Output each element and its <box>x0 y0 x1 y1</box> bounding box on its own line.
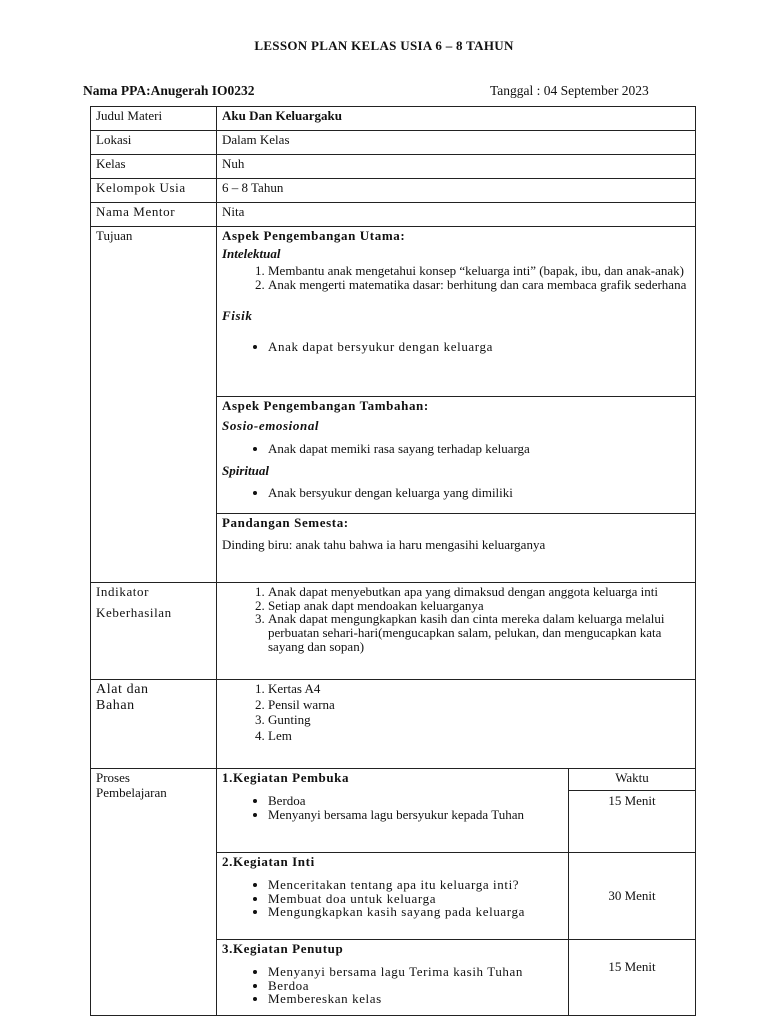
list-item: • Anak dapat memiki rasa sayang terhadap keluarga <box>268 442 690 456</box>
usia-value: 6 – 8 Tahun <box>217 179 696 203</box>
judul-label: Judul Materi <box>91 107 217 131</box>
list-item: • Berdoa <box>268 794 563 808</box>
list-item: • Berdoa <box>268 979 563 993</box>
fisik-list <box>222 340 690 354</box>
pembuka-waktu: 15 Menit <box>608 792 656 808</box>
lokasi-label: Lokasi <box>91 131 217 155</box>
spiritual-heading: Spiritual <box>222 462 269 478</box>
tujuan-tambahan-cell <box>217 397 696 514</box>
list-item: • Menyanyi bersama lagu bersyukur kepada Tuhan <box>268 808 563 822</box>
list-item: 2. Setiap anak dapt mendoakan keluarganya <box>268 599 690 613</box>
penutup-list <box>222 965 563 1006</box>
sosio-heading: Sosio-emosional <box>222 417 320 433</box>
alat-label <box>91 680 217 769</box>
list-item: 2. Pensil warna <box>268 698 690 712</box>
list-item: 4. Lem <box>268 729 690 743</box>
indikator-label-line: Keberhasilan <box>96 604 172 620</box>
page-title: LESSON PLAN KELAS USIA 6 – 8 TAHUN <box>254 38 514 53</box>
alat-label-line: Alat dan <box>96 682 149 697</box>
proses-label-line: Proses <box>96 770 130 785</box>
pembuka-cell <box>217 769 569 853</box>
pembuka-heading: 1.Kegiatan Pembuka <box>222 770 350 785</box>
list-item: 1. Anak dapat menyebutkan apa yang dimaksud dengan anggota keluarga inti <box>268 585 690 599</box>
spiritual-list <box>222 486 690 500</box>
pandangan-heading: Pandangan Semesta: <box>222 515 349 530</box>
penutup-heading: 3.Kegiatan Penutup <box>222 941 344 956</box>
alat-cell <box>217 680 696 769</box>
inti-heading: 2.Kegiatan Inti <box>222 854 315 869</box>
fisik-heading: Fisik <box>222 308 253 324</box>
inti-cell <box>217 853 569 940</box>
judul-value: Aku Dan Keluargaku <box>217 107 696 131</box>
proses-label <box>91 769 217 1016</box>
utama-heading: Aspek Pengembangan Utama: <box>222 228 406 243</box>
indikator-label <box>91 583 217 680</box>
intelektual-heading: Intelektual <box>222 245 281 261</box>
kelas-label: Kelas <box>91 155 217 179</box>
mentor-value: Nita <box>217 203 696 227</box>
inti-list <box>222 878 563 919</box>
proses-label-line: Pembelajaran <box>96 784 167 800</box>
waktu-header: Waktu <box>569 769 695 791</box>
list-item: • Mengungkapkan kasih sayang pada keluarga <box>268 905 563 919</box>
list-item: • Menyanyi bersama lagu Terima kasih Tuhan <box>268 965 563 979</box>
tambahan-heading: Aspek Pengembangan Tambahan: <box>222 398 429 413</box>
alat-label-line: Bahan <box>96 698 135 714</box>
usia-label: Kelompok Usia <box>91 179 217 203</box>
penutup-cell <box>217 940 569 1016</box>
lokasi-value: Dalam Kelas <box>217 131 696 155</box>
list-item: • Membuat doa untuk keluarga <box>268 892 563 906</box>
list-item: 1. Membantu anak mengetahui konsep “keluarga inti” (bapak, ibu, dan anak-anak) <box>268 264 690 278</box>
ppa-name: Nama PPA:Anugerah IO0232 <box>83 83 255 98</box>
indikator-list <box>222 585 690 653</box>
mentor-label: Nama Mentor <box>91 203 217 227</box>
list-item: • Anak dapat bersyukur dengan keluarga <box>268 340 690 354</box>
list-item: 3. Anak dapat mengungkapkan kasih dan cinta mereka dalam keluarga melalui perbuatan sehari-hari(mengucapkan salam, pelukan, dan mengucapkan kata sayang dan sopan) <box>268 612 690 653</box>
sosio-list <box>222 442 690 456</box>
inti-waktu: 30 Menit <box>569 853 696 940</box>
penutup-waktu: 15 Menit <box>569 940 696 1016</box>
list-item: 2. Anak mengerti matematika dasar: berhitung dan cara membaca grafik sederhana <box>268 278 690 292</box>
indikator-cell <box>217 583 696 680</box>
tujuan-utama-cell <box>217 227 696 397</box>
pembuka-list <box>222 794 563 821</box>
list-item: 3. Gunting <box>268 713 690 727</box>
list-item: 1. Kertas A4 <box>268 682 690 696</box>
list-item: • Anak bersyukur dengan keluarga yang dimiliki <box>268 486 690 500</box>
date-label: Tanggal : 04 September 2023 <box>490 83 649 98</box>
pandangan-text: Dinding biru: anak tahu bahwa ia haru mengasihi keluarganya <box>222 536 546 552</box>
tujuan-label: Tujuan <box>91 227 217 583</box>
lesson-plan-table <box>90 106 696 1016</box>
intelektual-list <box>222 264 690 291</box>
pandangan-cell <box>217 514 696 583</box>
pembuka-waktu-cell <box>569 769 696 853</box>
kelas-value: Nuh <box>217 155 696 179</box>
list-item: • Membereskan kelas <box>268 992 563 1006</box>
alat-list <box>222 682 690 743</box>
indikator-label-line: Indikator <box>96 584 150 599</box>
list-item: • Menceritakan tentang apa itu keluarga inti? <box>268 878 563 892</box>
